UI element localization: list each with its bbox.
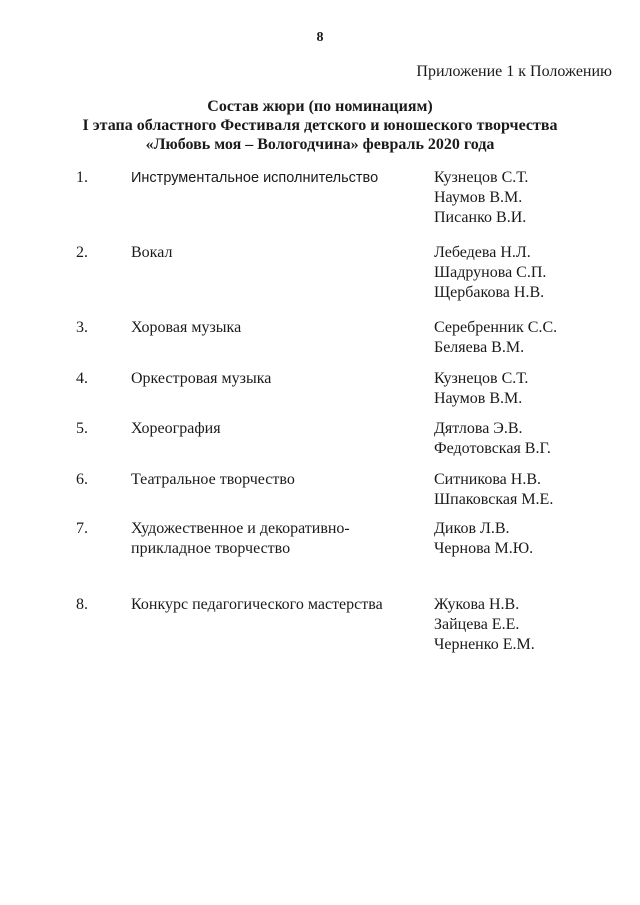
member-name: Жукова Н.В. (434, 596, 520, 613)
title-line-3: «Любовь моя – Вологодчина» февраль 2020 года (145, 136, 495, 153)
members-list (434, 168, 634, 228)
members-list (434, 243, 634, 303)
nomination (131, 419, 391, 439)
title-line-2: I этапа областного Фестиваля детского и юношеского творчества (82, 117, 558, 134)
members-list (434, 369, 634, 409)
member-name: Шпаковская М.Е. (434, 491, 554, 508)
row-number: 4. (76, 370, 88, 387)
member-name: Кузнецов С.Т. (434, 370, 529, 387)
member-name: Писанко В.И. (434, 209, 527, 226)
nomination-line: прикладное творчество (131, 540, 291, 557)
member-name: Чернова М.Ю. (434, 540, 534, 557)
nomination-line: Конкурс педагогического мастерства (131, 596, 383, 613)
member-name: Диков Л.В. (434, 520, 510, 537)
member-name: Наумов В.М. (434, 189, 523, 206)
member-name: Наумов В.М. (434, 390, 523, 407)
member-name: Лебедева Н.Л. (434, 244, 531, 261)
member-name: Черненко Е.М. (434, 636, 535, 653)
member-name: Зайцева Е.Е. (434, 616, 520, 633)
member-name: Щербакова Н.В. (434, 284, 545, 301)
row-number: 7. (76, 520, 88, 537)
members-list (434, 318, 634, 358)
page-number: 8 (316, 30, 324, 45)
row-number: 2. (76, 244, 88, 261)
nomination-line: Вокал (131, 244, 173, 261)
row-number: 6. (76, 471, 88, 488)
appendix-label: Приложение 1 к Положению (416, 63, 612, 80)
row-number: 1. (76, 169, 88, 186)
member-name: Дятлова Э.В. (434, 420, 523, 437)
nomination (131, 519, 391, 559)
nomination-line: Театральное творчество (131, 471, 295, 488)
row-number: 8. (76, 596, 88, 613)
member-name: Серебренник С.С. (434, 319, 558, 336)
member-name: Шадрунова С.П. (434, 264, 547, 281)
members-list (434, 519, 634, 559)
nomination (131, 369, 391, 389)
nomination (131, 470, 391, 490)
title-line-1: Состав жюри (по номинациям) (207, 98, 433, 115)
nomination (131, 168, 391, 188)
member-name: Ситникова Н.В. (434, 471, 541, 488)
row-number: 5. (76, 420, 88, 437)
members-list (434, 595, 634, 655)
members-list (434, 419, 634, 459)
document-title (0, 97, 640, 154)
nomination (131, 318, 391, 338)
member-name: Федотовская В.Г. (434, 440, 551, 457)
nomination (131, 243, 391, 263)
nomination-line: Художественное и декоративно- (131, 520, 350, 537)
nomination-line: Хореография (131, 420, 221, 437)
member-name: Кузнецов С.Т. (434, 169, 529, 186)
nomination-line: Оркестровая музыка (131, 370, 272, 387)
nomination-line: Хоровая музыка (131, 319, 242, 336)
row-number: 3. (76, 319, 88, 336)
nomination (131, 595, 391, 615)
member-name: Беляева В.М. (434, 339, 525, 356)
members-list (434, 470, 634, 510)
nomination-line: Инструментальное исполнительство (131, 170, 379, 186)
